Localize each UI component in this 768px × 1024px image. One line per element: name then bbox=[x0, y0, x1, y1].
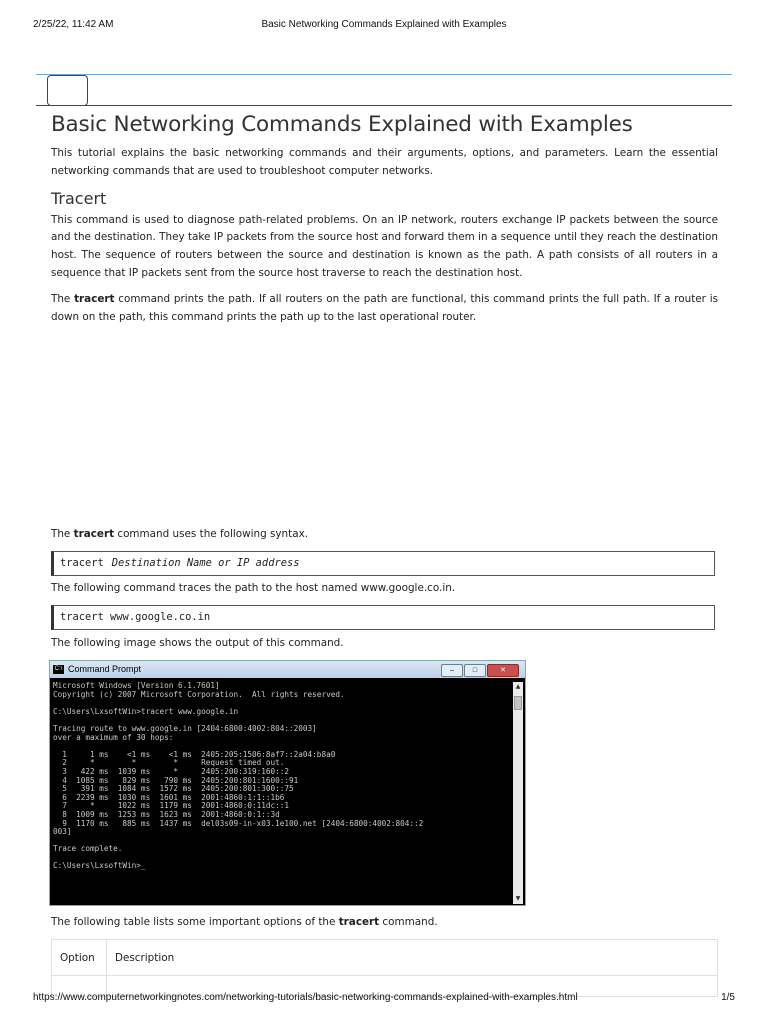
print-url: https://www.computernetworkingnotes.com/networking-tutorials/basic-networking-commands-explained-with-examples.html bbox=[33, 992, 578, 1003]
tracert-path-paragraph: The tracert command prints the path. If all routers on the path are functional, this command prints the full path. If a router is down on the path, this command prints the path up to the last operational router. bbox=[51, 292, 718, 323]
cmd-app-icon: C:\ bbox=[54, 666, 63, 672]
intro-paragraph: This tutorial explains the basic networking commands and their arguments, options, and parameters. Learn the essential networking commands that are used to troubleshoot computer networks. bbox=[51, 147, 718, 177]
cmd-output: Microsoft Windows [Version 6.1.7601] Copyright (c) 2007 Microsoft Corporation. All rights reserved. C:\Users\LxsoftWin>tracert www.google.in Tracing route to www.google.in [2404:6800:4002:804::2003] over a maximum of 30 hops: 1 1 ms <1 ms <1 ms 2405:205:1506:8af7::2a04:b8a0 2 * * * Request timed out. 3 422 ms 1039 ms * 2405:200:319:160::2 4 1085 ms 829 ms 790 ms 2405:200:801:1600::91 5 391 ms 1084 ms 1572 ms 2405:200:801:300::75 6 2239 ms 1030 ms 1601 ms 2001:4860:1:1::1b6 7 * 1022 ms 1179 ms 2001:4860:0:11dc::1 8 1009 ms 1253 ms 1623 ms 2001:4860:0:1::3d 9 1170 ms 885 ms 1437 ms del03s09-in-x03.1e100.net [2404:6800:4002:804::2 003] Trace complete. C:\Users\LxsoftWin>_ bbox=[53, 681, 424, 871]
print-title: Basic Networking Commands Explained with Examples bbox=[261, 19, 507, 30]
maximize-icon: □ bbox=[464, 664, 486, 677]
section-title-tracert: Tracert bbox=[51, 188, 107, 208]
trace-code-box: tracert www.google.co.in bbox=[51, 605, 715, 630]
scroll-thumb bbox=[514, 696, 522, 710]
minimize-icon: – bbox=[441, 664, 463, 677]
tracert-description: This command is used to diagnose path-related problems. On an IP network, routers exchange IP packets between the source and the destination. They take IP packets from the source host and forward them in a sequence until they reach the destination host. The sequence of routers between the source and destination is known as the path. A path consists of all routers in a sequence that IP packets sent from the source host traverse to reach the destination host. bbox=[51, 213, 718, 279]
image-intro: The following image shows the output of this command. bbox=[51, 637, 344, 649]
syntax-code-box: tracert Destination Name or IP address bbox=[51, 551, 715, 576]
syntax-intro: The tracert command uses the following syntax. bbox=[51, 528, 309, 540]
print-datetime: 2/25/22, 11:42 AM bbox=[33, 19, 114, 30]
menu-button[interactable] bbox=[47, 75, 88, 106]
scroll-up-icon: ▲ bbox=[515, 683, 521, 690]
page-title: Basic Networking Commands Explained with Examples bbox=[51, 112, 633, 137]
window-controls bbox=[440, 664, 519, 681]
cmd-titlebar bbox=[50, 661, 525, 678]
command-prompt-screenshot bbox=[49, 660, 526, 906]
header-accent-line bbox=[36, 74, 732, 75]
cmd-title: Command Prompt bbox=[68, 664, 142, 674]
close-icon: ✕ bbox=[487, 664, 519, 677]
table-header-row bbox=[52, 940, 718, 976]
article-body bbox=[51, 112, 718, 334]
table-intro: The following table lists some important options of the tracert command. bbox=[51, 916, 438, 928]
table-header-description: Description bbox=[107, 940, 718, 976]
print-page-number: 1/5 bbox=[721, 992, 735, 1003]
scroll-down-icon: ▼ bbox=[515, 895, 521, 902]
cmd-scrollbar bbox=[513, 682, 523, 904]
table-header-option: Option bbox=[52, 940, 107, 976]
header-divider bbox=[36, 105, 732, 106]
options-table bbox=[51, 939, 718, 997]
trace-intro: The following command traces the path to the host named www.google.co.in. bbox=[51, 582, 456, 594]
